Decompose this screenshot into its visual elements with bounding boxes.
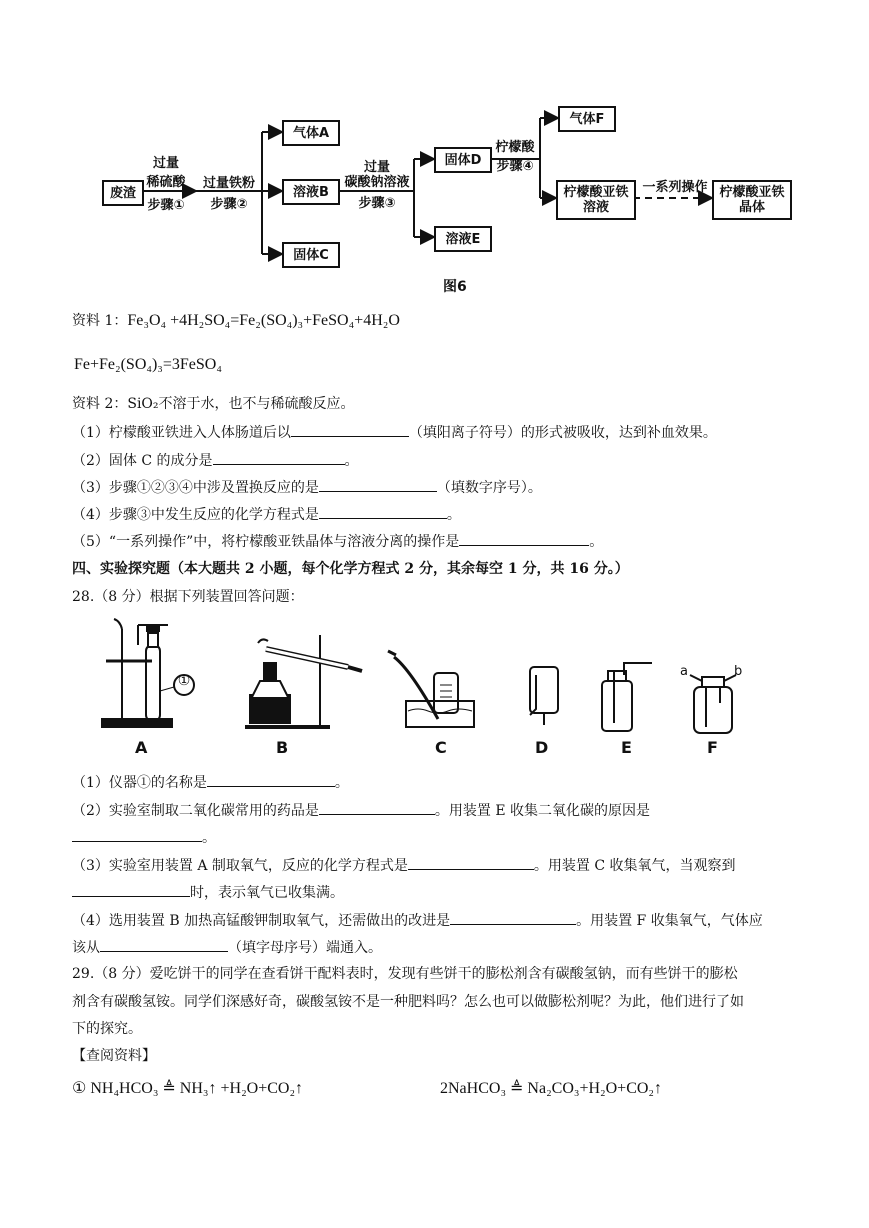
step3-label: 过量 碳酸钠溶液 步骤③: [344, 160, 410, 211]
circled-one-label: ①: [177, 673, 191, 689]
series-ops-label: 一系列操作: [642, 180, 708, 195]
q27-part2: （2）固体 C 的成分是 。: [72, 450, 359, 471]
q28-part1: （1）仪器①的名称是 。: [72, 772, 349, 793]
q28-part4: （4）选用装置 B 加热高锰酸钾制取氧气，还需做出的改进是 。用装置 F 收集氧气，气体应: [72, 910, 763, 931]
apparatus-e: [602, 663, 652, 731]
section4-heading: 四、实验探究题（本大题共 2 小题，每个化学方程式 2 分，其余每空 1 分，共 16 分。）: [72, 561, 629, 577]
apparatus-d: [530, 667, 558, 725]
apparatus-f: [690, 675, 736, 733]
q28-part2: （2）实验室制取二氧化碳常用的药品是 。用装置 E 收集二氧化碳的原因是: [72, 800, 650, 821]
node-crystal: 柠檬酸亚铁 晶体: [712, 180, 792, 220]
q28-part2-cont: 。: [72, 827, 216, 848]
apparatus-c: [388, 651, 474, 727]
q29-line1: 29.（8 分）爱吃饼干的同学在查看饼干配料表时，发现有些饼干的膨松剂含有碳酸氢钠，而有些饼干的膨松: [72, 966, 738, 982]
answer-blank[interactable]: [72, 827, 202, 842]
answer-blank[interactable]: [100, 937, 228, 952]
material1-prefix: 资料 1：: [72, 313, 128, 329]
answer-blank[interactable]: [319, 504, 447, 519]
step2-label: 过量铁粉 步骤②: [202, 176, 255, 212]
answer-blank[interactable]: [408, 855, 534, 870]
q27-part1: （1）柠檬酸亚铁进入人体肠道后以 （填阳离子符号）的形式被吸收，达到补血效果。: [72, 422, 717, 443]
port-b-label: b: [734, 664, 743, 679]
node-gas-f: 气体F: [558, 106, 616, 132]
q28-part3-cont: 时，表示氧气已收集满。: [72, 882, 344, 903]
port-a-label: a: [680, 664, 688, 679]
figure-caption: 图6: [443, 279, 467, 295]
material1-line1: [72, 311, 400, 331]
q29-heading: 【查阅资料】: [72, 1048, 156, 1064]
q28-part3: （3）实验室用装置 A 制取氧气，反应的化学方程式是 。用装置 C 收集氧气，当观察到: [72, 855, 736, 876]
node-solid-d: 固体D: [434, 147, 492, 173]
node-ferrous-citrate-solution: 柠檬酸亚铁 溶液: [556, 180, 636, 220]
answer-blank[interactable]: [291, 422, 409, 437]
material1-eq1: Fe₃O₄ +4H₂SO₄=Fe₂(SO₄)₃+FeSO₄+4H₂O: [127, 312, 400, 329]
answer-blank[interactable]: [319, 477, 437, 492]
q27-part4: （4）步骤③中发生反应的化学方程式是 。: [72, 504, 461, 525]
answer-blank[interactable]: [72, 882, 190, 897]
label-f: F: [707, 738, 718, 757]
answer-blank[interactable]: [319, 800, 435, 815]
answer-blank[interactable]: [459, 531, 589, 546]
step4-label: 柠檬酸 步骤④: [495, 140, 535, 174]
q29-eq2: 2NaHCO₃ ≜ Na₂CO₃+H₂O+CO₂↑: [440, 1080, 662, 1097]
label-b: B: [276, 738, 289, 757]
material1-eq2: Fe+Fe₂(SO₄)₃=3FeSO₄: [74, 356, 222, 373]
node-solution-b: 溶液B: [282, 179, 340, 205]
label-e: E: [621, 738, 632, 757]
q28-intro: 28.（8 分）根据下列装置回答问题：: [72, 589, 304, 605]
answer-blank[interactable]: [213, 450, 345, 465]
q29-line2: 剂含有碳酸氢铵。同学们深感好奇，碳酸氢铵不是一种肥料吗？怎么也可以做膨松剂呢？为此，他们进行了如: [72, 994, 744, 1010]
label-d: D: [535, 738, 549, 757]
node-gas-a: 气体A: [282, 120, 340, 146]
q29-line3: 下的探究。: [72, 1021, 142, 1037]
node-solid-c: 固体C: [282, 242, 340, 268]
node-solution-e: 溶液E: [434, 226, 492, 252]
label-a: A: [135, 738, 148, 757]
q27-part5: （5）“一系列操作”中，将柠檬酸亚铁晶体与溶液分离的操作是 。: [72, 531, 603, 552]
node-waste: 废渣: [102, 180, 144, 206]
q28-part4-cont: 该从 （填字母序号）端通入。: [72, 937, 382, 958]
material2: 资料 2：SiO₂不溶于水，也不与稀硫酸反应。: [72, 396, 355, 412]
step1-label: 过量 稀硫酸 步骤①: [146, 156, 186, 213]
apparatus-b: [245, 635, 362, 727]
q27-part3: （3）步骤①②③④中涉及置换反应的是 （填数字序号）。: [72, 477, 542, 498]
label-c: C: [435, 738, 447, 757]
q29-eq1: ① NH₄HCO₃ ≜ NH₃↑ +H₂O+CO₂↑: [72, 1080, 304, 1097]
answer-blank[interactable]: [207, 772, 335, 787]
answer-blank[interactable]: [450, 910, 576, 925]
